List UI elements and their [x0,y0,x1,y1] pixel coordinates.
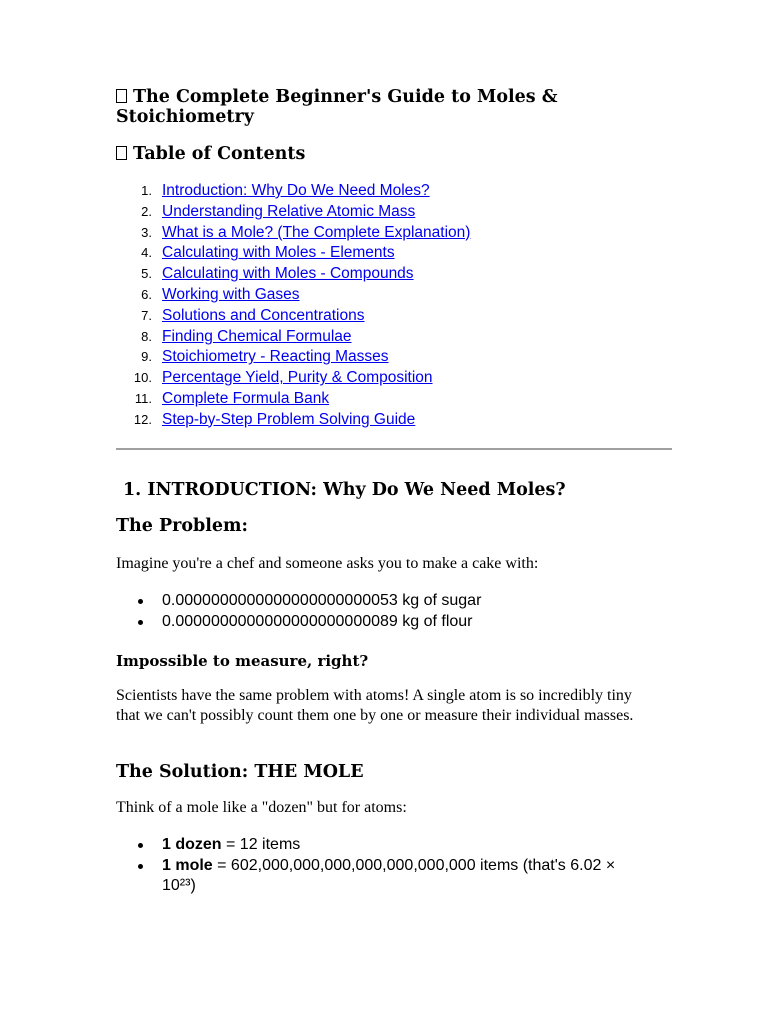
toc-item-number: 12. [133,411,152,427]
toc-heading [116,144,305,164]
toc-link-chemical-formulae[interactable]: Finding Chemical Formulae [162,327,352,345]
mole-definition: = 602,000,000,000,000,000,000,000 items (that's 6.02 × 10²³) [162,856,616,894]
bullet-icon [138,864,143,869]
toc-link-moles-compounds[interactable]: Calculating with Moles - Compounds [162,265,414,283]
comparison-list [116,835,636,897]
imagine-paragraph: Imagine you're a chef and someone asks you to make a cake with: [116,555,539,572]
toc-item-number: 3. [141,224,152,240]
bullet-icon [138,843,143,848]
mole-term: 1 mole [162,856,213,874]
impossible-callout: Impossible to measure, right? [116,652,369,670]
bullet-icon [138,599,143,604]
toc-link-moles-elements[interactable]: Calculating with Moles - Elements [162,244,395,262]
toc-item-number: 8. [141,328,152,344]
list-icon [116,146,127,160]
toc-link-stoichiometry[interactable]: Stoichiometry - Reacting Masses [162,348,389,366]
toc-item-number: 2. [141,203,152,219]
dozen-definition: = 12 items [221,836,301,853]
list-item [116,612,481,633]
bullet-icon [138,620,143,625]
toc-link-percentage-yield[interactable]: Percentage Yield, Purity & Composition [162,369,433,387]
ingredients-list [116,591,481,632]
document-title [116,87,676,127]
ingredient-sugar: 0.0000000000000000000000053 kg of sugar [162,592,482,609]
document-title-text: The Complete Beginner's Guide to Moles & Stoichiometry [116,87,558,127]
toc-link-introduction[interactable]: Introduction: Why Do We Need Moles? [162,182,430,199]
book-icon [116,89,127,103]
toc-link-gases[interactable]: Working with Gases [162,285,300,303]
list-item [116,591,481,612]
toc-link-relative-atomic-mass[interactable]: Understanding Relative Atomic Mass [162,202,416,220]
toc-item-number: 4. [141,245,152,261]
toc-item-number: 6. [141,286,152,302]
problem-heading: The Problem: [116,516,249,536]
solution-heading: The Solution: THE MOLE [116,762,364,782]
scientists-paragraph: Scientists have the same problem with atoms! A single atom is so incredibly tiny that we can't possibly count them one by one or measure their individual masses. [116,687,634,724]
toc-item-number: 9. [141,349,152,365]
list-item [116,856,636,897]
section-divider [116,448,672,450]
toc-item-number: 10. [133,370,152,386]
toc-heading-text: Table of Contents [133,144,306,164]
list-item [116,835,636,856]
think-paragraph: Think of a mole like a "dozen" but for atoms: [116,799,407,816]
dozen-term: 1 dozen [162,836,222,853]
toc-item-number: 11. [134,390,152,406]
toc-link-solutions[interactable]: Solutions and Concentrations [162,306,365,324]
toc-item-number: 5. [141,266,152,282]
toc-link-problem-solving[interactable]: Step-by-Step Problem Solving Guide [162,410,416,428]
ingredient-flour: 0.0000000000000000000000089 kg of flour [162,612,473,630]
toc-item-number: 1. [141,183,152,198]
toc-link-formula-bank[interactable]: Complete Formula Bank [162,389,330,407]
toc-item-number: 7. [141,307,152,323]
section-heading-introduction: 1. INTRODUCTION: Why Do We Need Moles? [123,480,566,500]
toc-link-what-is-a-mole[interactable]: What is a Mole? (The Complete Explanation) [162,223,471,241]
